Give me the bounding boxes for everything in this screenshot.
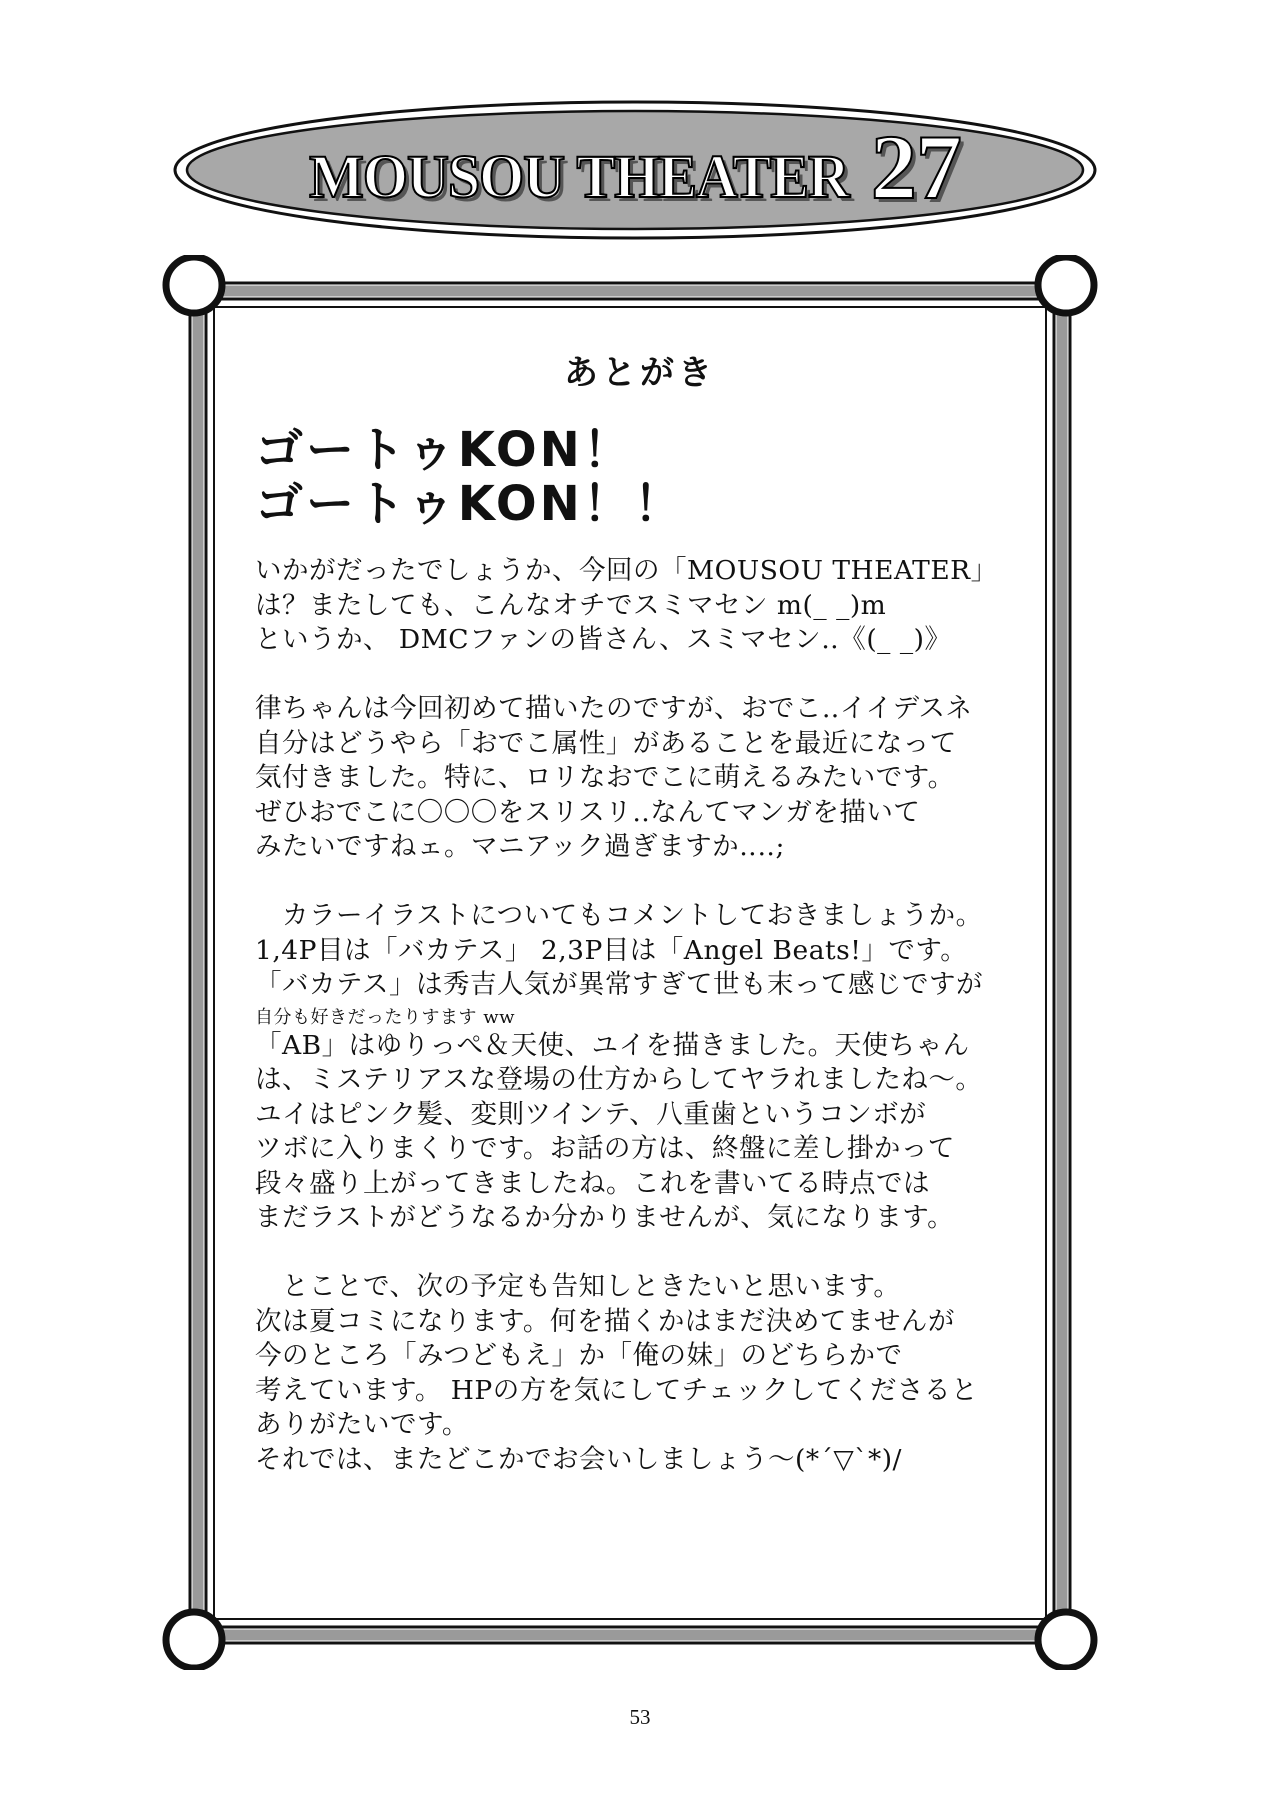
- afterword-heading: あとがき: [564, 353, 716, 393]
- blank-line: [255, 658, 1085, 693]
- title-number: 27: [870, 116, 961, 218]
- body-line: まだラストがどうなるか分かりませんが、気になります。: [255, 1202, 955, 1233]
- corner-circle-top-right: [1038, 257, 1094, 313]
- body-line: ツボに入りまくりです。お話の方は、終盤に差し掛かって: [255, 1133, 955, 1164]
- body-line: 「AB」はゆりっぺ＆天使、ユイを描きました。天使ちゃん: [255, 1029, 970, 1061]
- body-line: は？またしても、こんなオチでスミマセン m(_ _)m: [255, 589, 887, 621]
- body-line: それでは、またどこかでお会いしましょう～(*´▽`*)/: [255, 1443, 902, 1475]
- body-line: 気付きました。特に、ロリなおでこに萌えるみたいです。: [255, 762, 955, 793]
- shout-line-2: ゴートゥKON！！: [255, 476, 685, 532]
- body-line: ぜひおでこに〇〇〇をスリスリ‥なんてマンガを描いて: [255, 796, 921, 828]
- body-line: 1,4P目は「バカテス」 2,3P目は「Angel Beats!」です。: [255, 934, 968, 966]
- blank-line: [255, 865, 1085, 900]
- body-line: いかがだったでしょうか、今回の「MOUSOU THEATER」: [255, 555, 998, 586]
- page-number: 53: [629, 1705, 651, 1729]
- body-line-small: 自分も好きだったりすます ww: [255, 1006, 516, 1028]
- body-line: ユイはピンク髪、変則ツインテ、八重歯というコンボが: [255, 1098, 927, 1130]
- body-line: 段々盛り上がってきましたね。これを書いてる時点では: [255, 1167, 930, 1199]
- shout-line-1: ゴートゥKON！: [255, 422, 634, 478]
- body-line: とことで、次の予定も告知しときたいと思います。: [255, 1271, 901, 1302]
- corner-circle-bottom-left: [166, 1612, 222, 1668]
- blank-line: [255, 1236, 1085, 1271]
- afterword-body: [255, 554, 1085, 1477]
- body-line: 「バカテス」は秀吉人気が異常すぎて世も末って感じですが: [255, 969, 983, 1000]
- body-line: 律ちゃんは今回初めて描いたのですが、おでこ‥イイデスネ: [255, 693, 973, 724]
- body-line: は、ミステリアスな登場の仕方からしてヤラれましたね～。: [255, 1064, 983, 1095]
- body-line: ありがたいです。: [255, 1409, 469, 1440]
- title-main: MOUSOU THEATER: [309, 141, 849, 211]
- title-text: [170, 95, 1100, 245]
- body-line: みたいですねェ。マニアック過ぎますか‥‥;: [255, 831, 785, 862]
- title-banner: [170, 95, 1100, 245]
- body-line: 自分はどうやら「おでこ属性」があることを最近になって: [255, 727, 957, 759]
- corner-circle-bottom-right: [1038, 1612, 1094, 1668]
- body-line: というか、 DMCファンの皆さん、スミマセン‥《(_ _)》: [255, 624, 952, 655]
- body-line: カラーイラストについてもコメントしておきましょうか。: [255, 900, 983, 931]
- corner-circle-top-left: [166, 257, 222, 313]
- body-line: 考えています。 HPの方を気にしてチェックしてくださると: [255, 1374, 978, 1406]
- body-line: 今のところ「みつどもえ」か「俺の妹」のどちらかで: [255, 1340, 903, 1371]
- body-line: 次は夏コミになります。何を描くかはまだ決めてませんが: [255, 1305, 955, 1337]
